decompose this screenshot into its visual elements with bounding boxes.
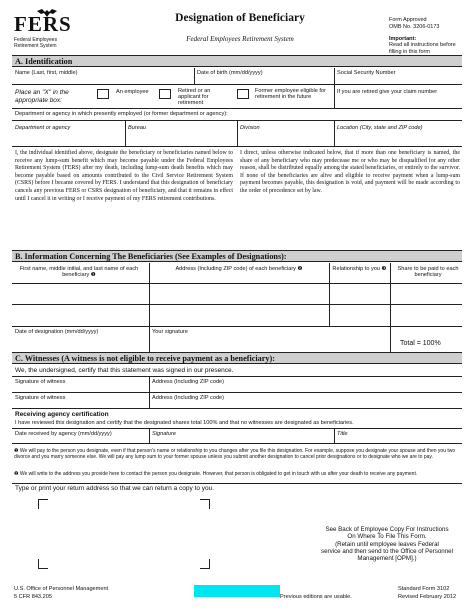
divider xyxy=(12,408,462,409)
important-label: Important: xyxy=(389,36,417,42)
beneficiary-address-header: Address (Including ZIP code) of each beneficiary ❷ xyxy=(175,266,303,272)
divider xyxy=(125,120,126,146)
dob-label: Date of birth (mm/dd/yyyy) xyxy=(197,70,263,76)
divider xyxy=(194,68,195,84)
logo-text: FERS xyxy=(14,12,72,36)
instruction-line-4: service and then send to the Office of Personnel xyxy=(321,547,453,555)
divider xyxy=(12,283,462,284)
bureau-label: Bureau xyxy=(128,125,147,131)
employee-checkbox[interactable] xyxy=(97,89,109,99)
filing-instructions xyxy=(302,526,472,562)
witness-2-signature-label: Signature of witness xyxy=(15,395,66,401)
former-employee-checkbox[interactable] xyxy=(237,89,249,99)
total-share: Total = 100% xyxy=(400,340,441,347)
divider xyxy=(12,146,462,147)
form-subtitle: Federal Employees Retirement System xyxy=(186,35,294,43)
footnote-2: ❷ We will write to the address you provide here to contact the person you designate. However, that person is obligated to get in touch with us after your death to receive any payment. xyxy=(14,471,418,477)
divider xyxy=(149,376,150,408)
divider xyxy=(149,428,150,443)
divider xyxy=(334,68,335,84)
divider xyxy=(334,120,335,146)
divider xyxy=(12,428,462,429)
employee-option-label: An employee xyxy=(116,89,149,95)
witness-1-signature-label: Signature of witness xyxy=(15,379,66,385)
section-a-header: A. Identification xyxy=(12,55,462,67)
instruction-line-3: (Retain until employee leaves Federal xyxy=(335,540,439,548)
standard-form: Standard Form 3102 xyxy=(398,586,450,592)
agency-signature-label: Signature xyxy=(152,431,176,437)
footnote-1: ❶ We will pay to the person you designate, even if that person's name or relationship to you changes after you file this designation. For example, suppose you designate your spouse and then you two divorce and you marry someone else. We will pay any lump sum to your former spouse unless you submit another designation to cancel prior designations or to designate who we are to pay. xyxy=(14,448,456,460)
share-header: Share to be paid to each beneficiary xyxy=(397,266,459,279)
divider xyxy=(12,483,462,484)
divider xyxy=(12,443,462,444)
divider xyxy=(12,376,462,377)
section-b-header: B. Information Concerning The Beneficiaries (See Examples of Designations): xyxy=(12,250,462,262)
important-text: Read all instructions before filling in this form xyxy=(389,42,456,55)
logo-subtext: Federal Employees Retirement System xyxy=(14,37,58,49)
witness-certify-text: We, the undersigned, certify that this statement was signed in our presence. xyxy=(15,367,234,374)
instruction-line-5: Management [OPM].) xyxy=(357,555,417,563)
former-employee-option-label: Former employee eligible for retirement in the future xyxy=(255,88,326,100)
instruction-line-2: On Where To File This Form. xyxy=(347,533,427,541)
table-row xyxy=(12,326,462,327)
designation-statement: I, the individual identified above, designate the beneficiary or beneficiaries named below to receive any lump-sum benefit which may become payable under the Federal Employees Retirement System (FERS) after my death, including lump-sum death benefits which may become payable based on amounts contributed to the Civil Service Retirement System (CSRS) before I became covered by FERS. I understand that this designation of beneficiary cancels any previous FERS or CSRS designation of beneficiary, and that it remains in effect until I cancel it in writing or I receive payment of my FERS retirement contributions. xyxy=(15,150,233,202)
divider xyxy=(149,263,150,363)
revision-date: Revised February 2012 xyxy=(398,594,457,600)
previous-editions: Previous editions are usable. xyxy=(280,594,352,600)
highlight-field[interactable] xyxy=(194,585,280,597)
omb-number: OMB No. 3206-0173 xyxy=(389,24,440,30)
cfr-reference: 5 CFR 843.205 xyxy=(14,594,52,600)
receiving-agency-title: Receiving agency certification xyxy=(15,411,109,418)
divider xyxy=(237,120,238,146)
retired-option-label: Retired or an applicant for retirement xyxy=(178,88,211,106)
place-x-instruction: Place an "X" in the appropriate box: xyxy=(15,89,69,104)
form-approved: Form Approved xyxy=(389,17,427,23)
instruction-line-1: See Back of Employee Copy For Instructions xyxy=(325,526,449,533)
table-row xyxy=(12,304,462,305)
divider xyxy=(329,263,330,326)
witness-2-address-label: Address (Including ZIP code) xyxy=(152,395,225,401)
division-label: Division xyxy=(240,125,260,131)
claim-number-label: If you are retired give your claim number xyxy=(337,89,438,95)
form-title: Designation of Beneficiary xyxy=(175,12,305,24)
department-label: Department or agency xyxy=(15,125,71,131)
date-received-label: Date received by agency (mm/dd/yyyy) xyxy=(15,431,112,437)
witness-1-address-label: Address (Including ZIP code) xyxy=(152,379,225,385)
name-label: Name (Last, first, middle) xyxy=(15,70,78,76)
section-c-header: C. Witnesses (A witness is not eligible to receive payment as a beneficiary): xyxy=(12,352,462,364)
department-note: Department or agency in which presently employed (or former department or agency): xyxy=(15,111,228,117)
receiving-agency-text: I have reviewed this designation and certify that the designated shares total 100% and that no witnesses are designated as beneficiaries. xyxy=(15,420,354,426)
beneficiary-name-header: First name, middle initial, and last name of each beneficiary ❶ xyxy=(19,266,139,279)
location-label: Location (City, state and ZIP code) xyxy=(337,125,423,131)
return-address-box[interactable] xyxy=(38,499,210,569)
opm-office: U.S. Office of Personnel Management xyxy=(14,586,109,592)
divider xyxy=(12,84,462,85)
divider xyxy=(12,392,462,393)
ssn-label: Social Security Number xyxy=(337,70,396,76)
relationship-header: Relationship to you ❸ xyxy=(332,266,387,272)
divider xyxy=(12,108,462,109)
distribution-statement: I direct, unless otherwise indicated below, that if more than one beneficiary is named, the share of any beneficiary who may predecease me or who may be disqualified for any other reason, shall be distributed equally among the stated beneficiaries, or entirely to the survivor. If none of the beneficiaries are alive and eligible to receive payment when a lump-sum payment becomes payable, this designation is void, and payment will be made according to the order of precedence set by law. xyxy=(240,150,460,194)
your-signature-label: Your signature xyxy=(152,329,188,335)
agency-title-label: Title xyxy=(337,431,348,437)
retired-checkbox[interactable] xyxy=(159,89,171,99)
divider xyxy=(390,263,391,363)
designation-date-label: Date of designation (mm/dd/yyyy) xyxy=(15,329,99,335)
divider xyxy=(334,84,335,108)
divider xyxy=(334,428,335,443)
return-address-label: Type or print your return address so that we can return a copy to you. xyxy=(15,485,215,492)
